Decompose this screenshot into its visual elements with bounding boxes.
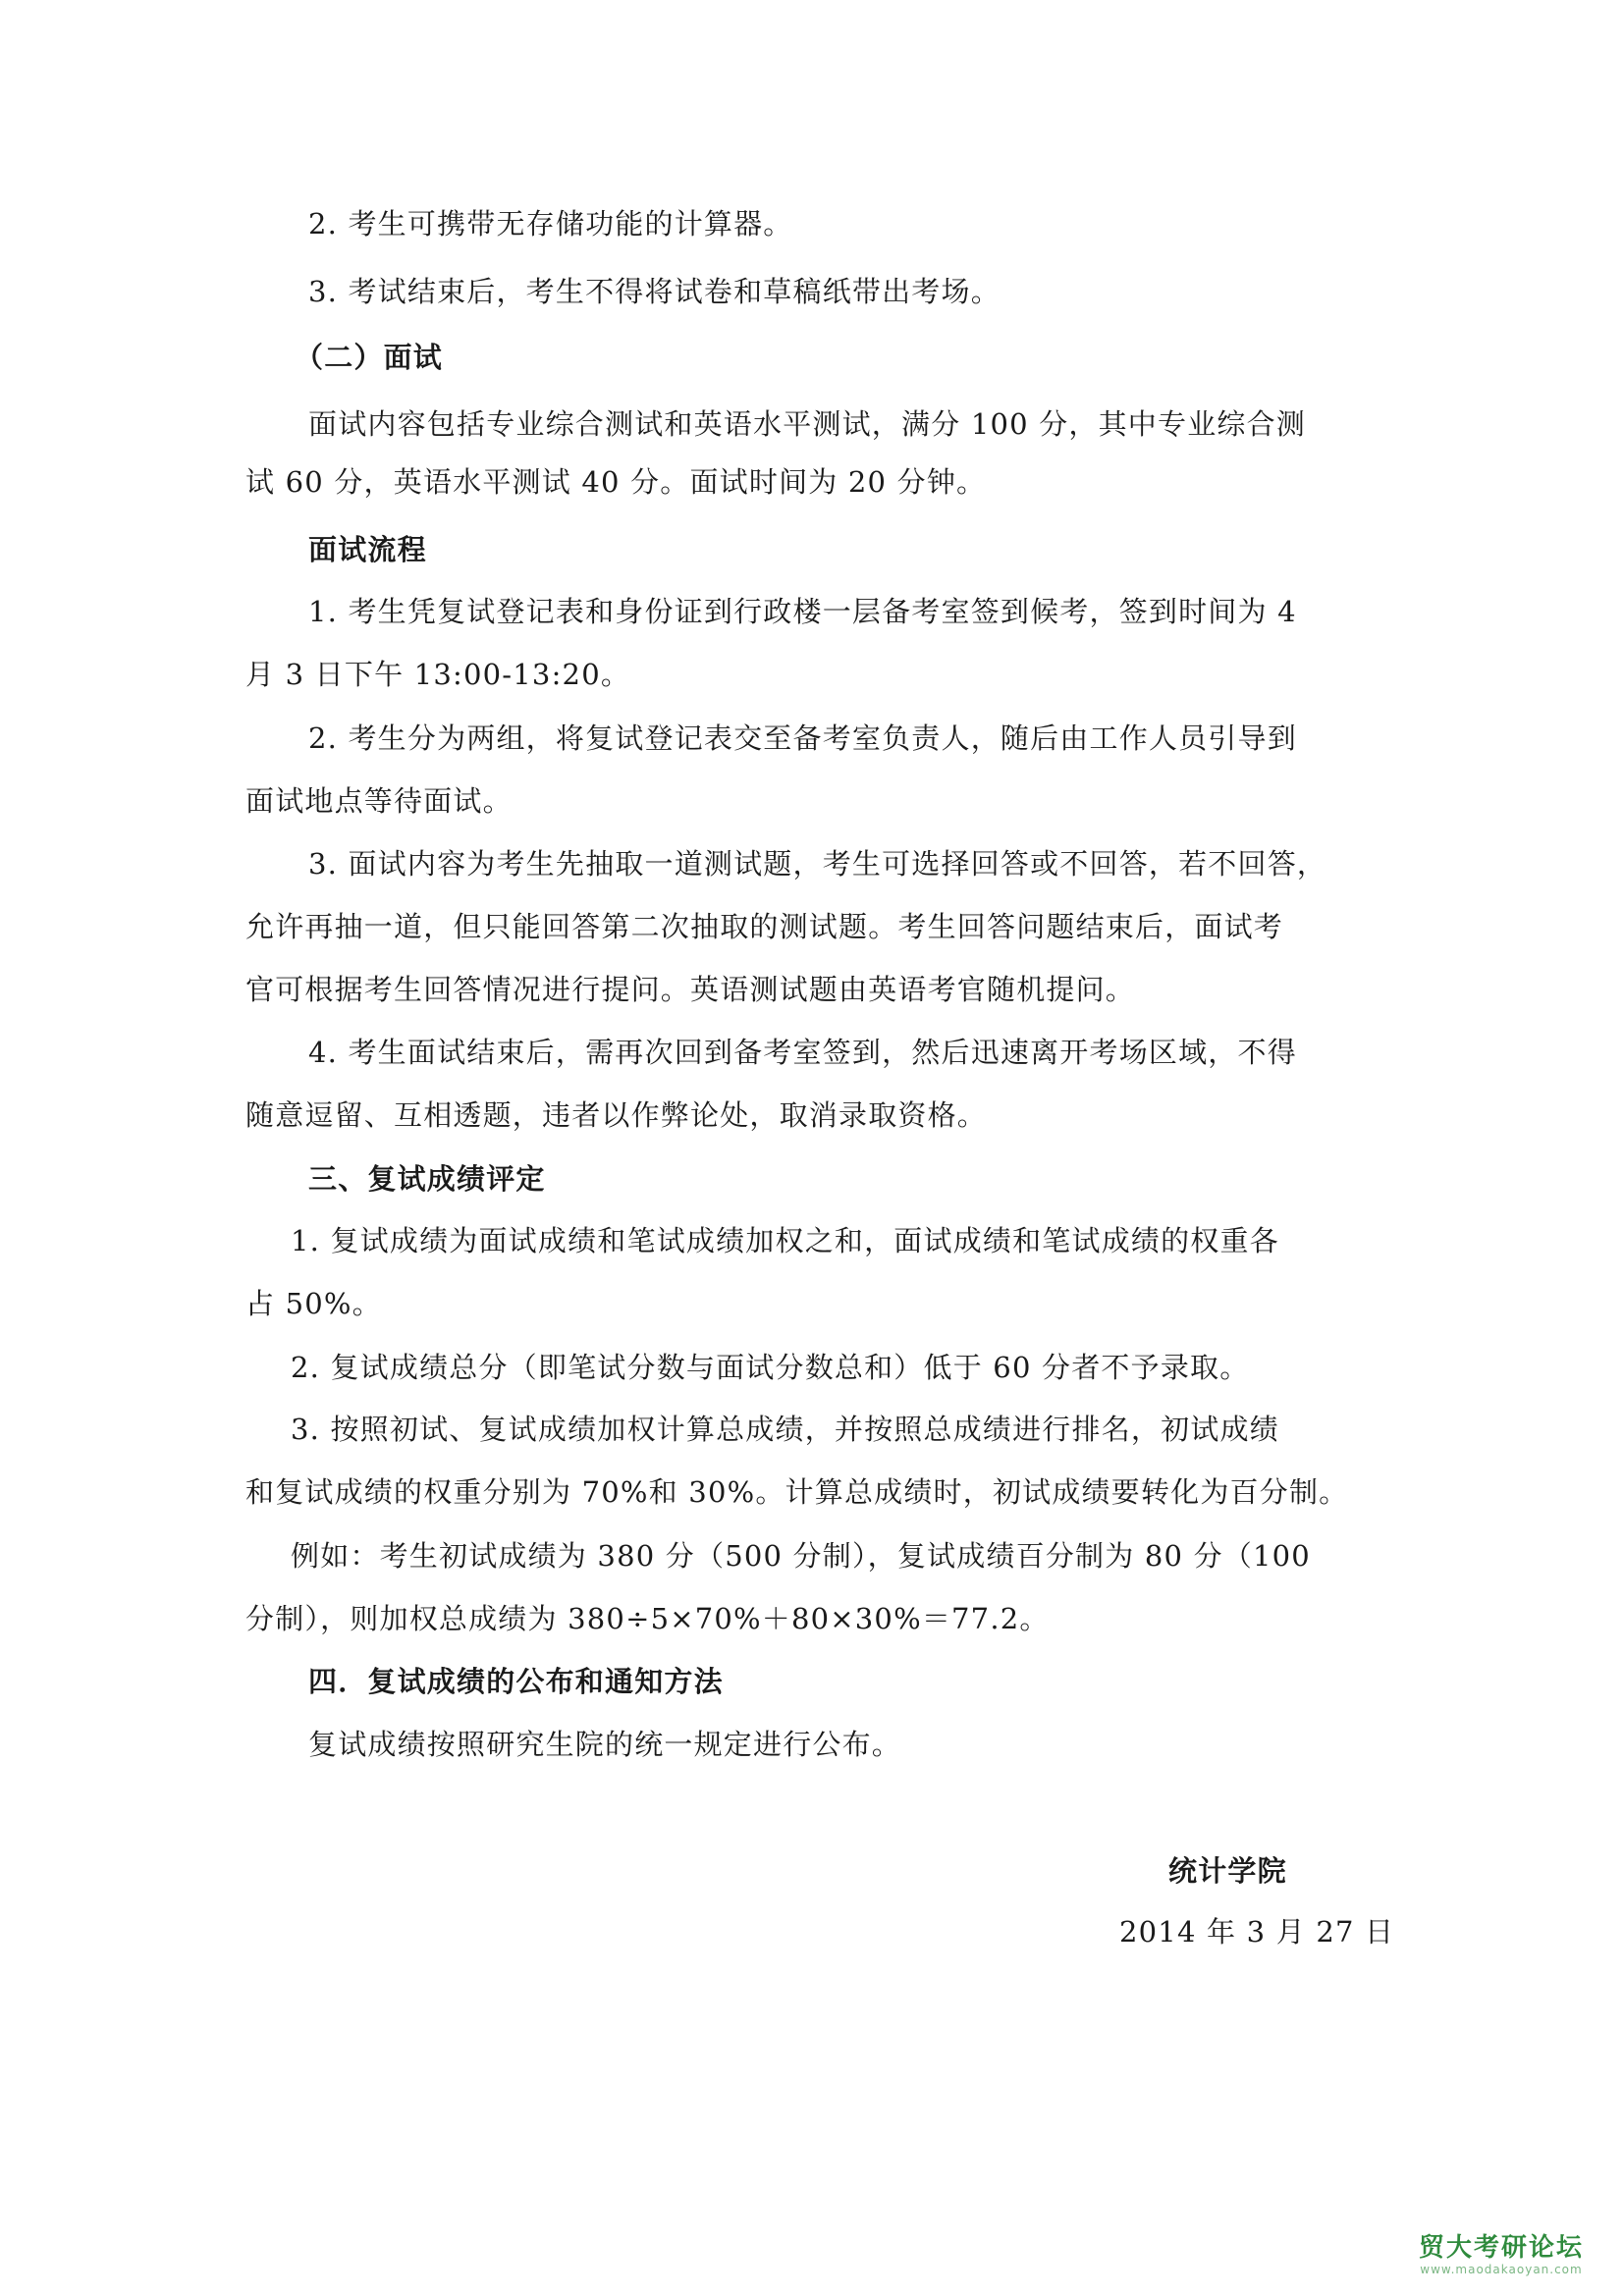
scoring-item-2-line-1: 2. 复试成绩总分（即笔试分数与面试分数总和）低于 60 分者不予录取。 bbox=[291, 1351, 1250, 1384]
exam-rule-item-2: 2. 考生可携带无存储功能的计算器。 bbox=[308, 207, 793, 240]
interview-step-1-line-2: 月 3 日下午 13:00-13:20。 bbox=[245, 658, 631, 691]
interview-heading: （二）面试 bbox=[295, 341, 444, 374]
scoring-item-1-line-1: 1. 复试成绩为面试成绩和笔试成绩加权之和，面试成绩和笔试成绩的权重各 bbox=[291, 1224, 1279, 1257]
scoring-example-line-1: 例如：考生初试成绩为 380 分（500 分制），复试成绩百分制为 80 分（100 bbox=[291, 1539, 1311, 1573]
interview-intro-line-1: 面试内容包括专业综合测试和英语水平测试，满分 100 分，其中专业综合测 bbox=[308, 407, 1306, 441]
scoring-item-3-line-1: 3. 按照初试、复试成绩加权计算总成绩，并按照总成绩进行排名，初试成绩 bbox=[291, 1413, 1279, 1446]
scoring-item-1-line-2: 占 50%。 bbox=[245, 1287, 382, 1320]
interview-step-2-line-2: 面试地点等待面试。 bbox=[245, 784, 513, 818]
signature-date: 2014 年 3 月 27 日 bbox=[1119, 1915, 1395, 1949]
interview-step-4-line-2: 随意逗留、互相透题，违者以作弊论处，取消录取资格。 bbox=[245, 1098, 988, 1132]
watermark-title: 贸大考研论坛 bbox=[1418, 2233, 1584, 2263]
scoring-item-3-line-2: 和复试成绩的权重分别为 70%和 30%。计算总成绩时，初试成绩要转化为百分制。 bbox=[245, 1475, 1349, 1509]
interview-step-1-line-1: 1. 考生凭复试登记表和身份证到行政楼一层备考室签到候考，签到时间为 4 bbox=[308, 595, 1297, 628]
signature-org: 统计学院 bbox=[1168, 1854, 1287, 1888]
publish-line-1: 复试成绩按照研究生院的统一规定进行公布。 bbox=[308, 1728, 902, 1761]
interview-step-4-line-1: 4. 考生面试结束后，需再次回到备考室签到，然后迅速离开考场区域，不得 bbox=[308, 1036, 1297, 1069]
interview-step-3-line-3: 官可根据考生回答情况进行提问。英语测试题由英语考官随机提问。 bbox=[245, 973, 1136, 1006]
site-watermark bbox=[1419, 2233, 1584, 2276]
interview-step-3-line-1: 3. 面试内容为考生先抽取一道测试题，考生可选择回答或不回答，若不回答， bbox=[308, 847, 1327, 881]
watermark-url: www.maodakaoyan.com bbox=[1420, 2263, 1583, 2276]
interview-intro-line-2: 试 60 分，英语水平测试 40 分。面试时间为 20 分钟。 bbox=[245, 465, 987, 499]
interview-step-3-line-2: 允许再抽一道，但只能回答第二次抽取的测试题。考生回答问题结束后，面试考 bbox=[245, 910, 1284, 943]
interview-step-2-line-1: 2. 考生分为两组，将复试登记表交至备考室负责人，随后由工作人员引导到 bbox=[308, 721, 1297, 755]
interview-process-heading: 面试流程 bbox=[308, 533, 427, 566]
exam-rule-item-3: 3. 考试结束后，考生不得将试卷和草稿纸带出考场。 bbox=[308, 275, 1001, 308]
publish-heading: 四．复试成绩的公布和通知方法 bbox=[308, 1665, 724, 1698]
scoring-heading: 三、复试成绩评定 bbox=[308, 1162, 546, 1196]
scoring-example-line-2: 分制），则加权总成绩为 380÷5×70%＋80×30%＝77.2。 bbox=[245, 1602, 1050, 1635]
